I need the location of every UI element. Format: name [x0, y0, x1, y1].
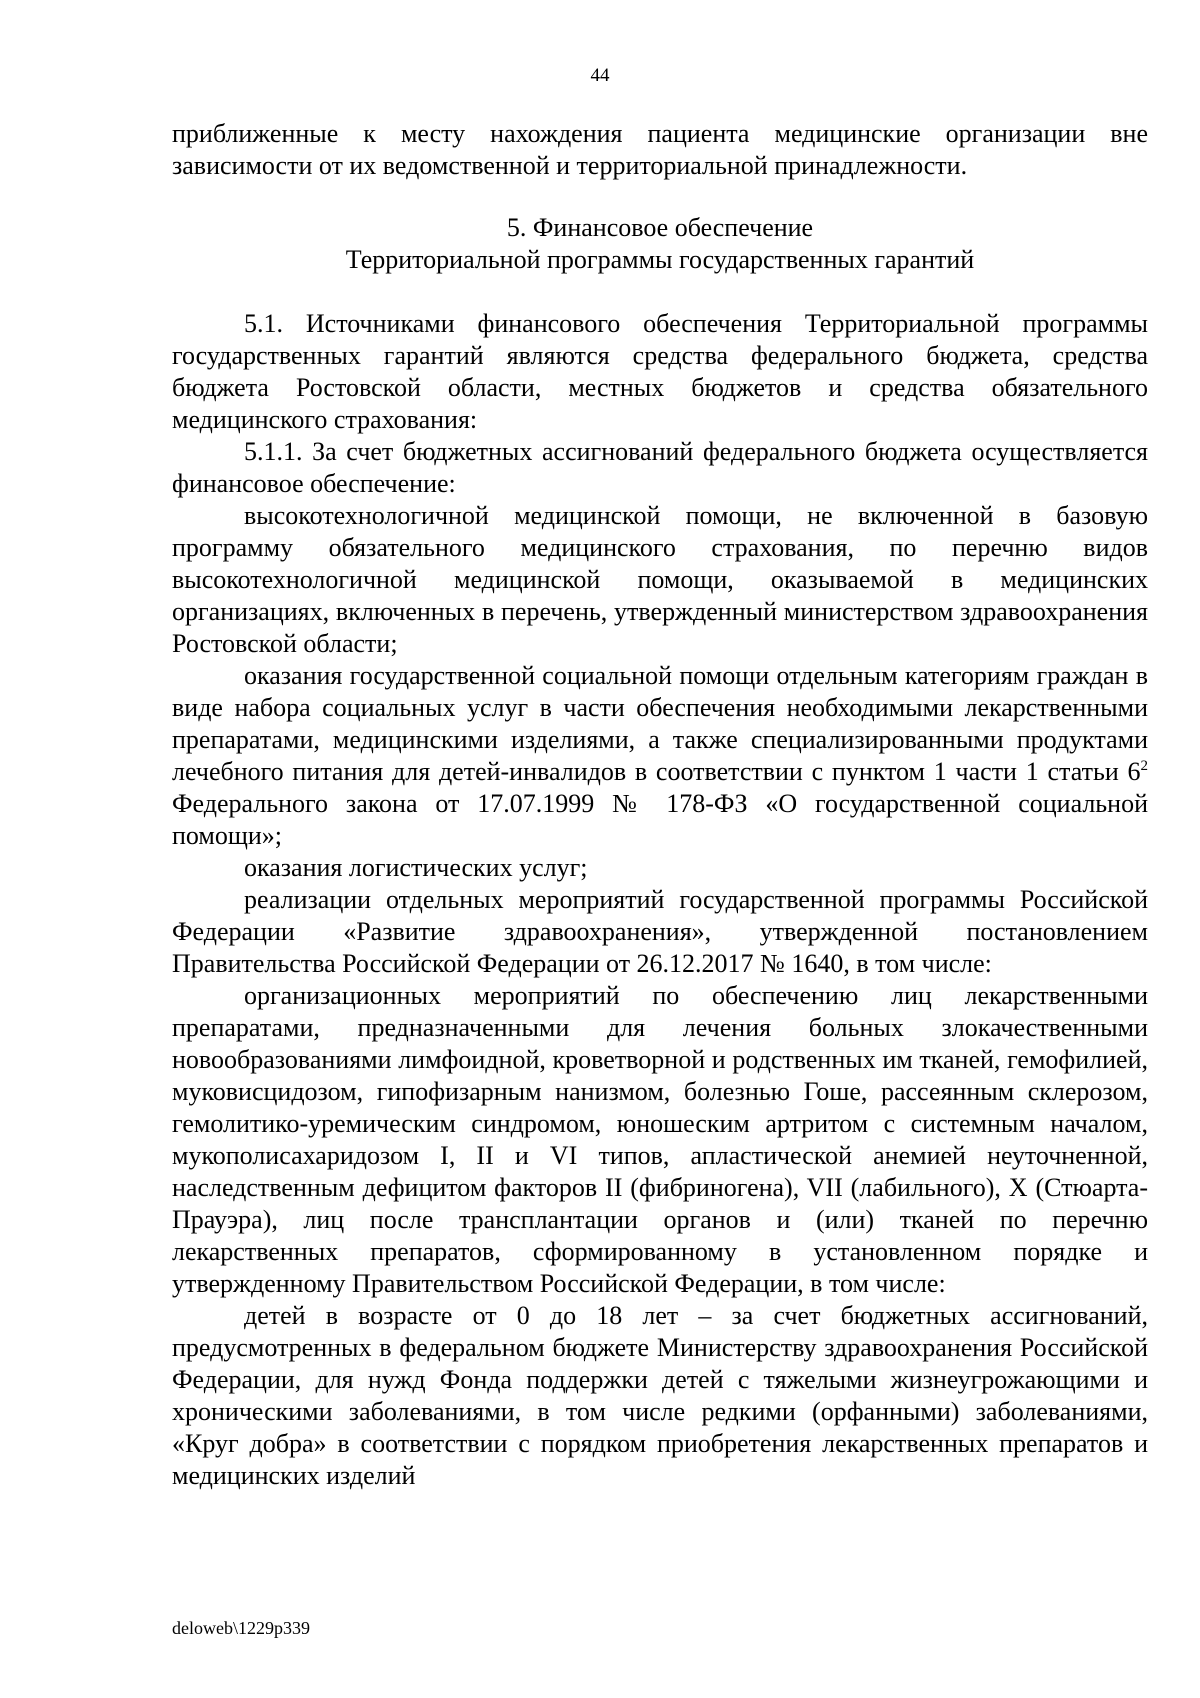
- intro-paragraph: приближенные к месту нахождения пациента медицинские организации вне зависимости от их ведомственной и территориальной принадлежности.: [172, 119, 1148, 180]
- paragraph-logistics: оказания логистических услуг;: [244, 853, 588, 882]
- paragraph-children: детей в возрасте от 0 до 18 лет – за счет бюджетных ассигнований, предусмотренных в федеральном бюджете Министерству здравоохранения Российской Федерации, для нужд Фонда поддержки детей с тяжелыми жизнеугрожающими и хроническими заболеваниями, в том числе редкими (орфанными) заболеваниями, «Круг добра» в соответствии с порядком приобретения лекарственных препаратов и медицинских изделий: [172, 1301, 1148, 1490]
- paragraph-state-program: реализации отдельных мероприятий государственной программы Российской Федерации «Развитие здравоохранения», утвержденной постановлением Правительства Российской Федерации от 26.12.2017 № 1640, в том числе:: [172, 885, 1148, 978]
- section-title-line2: Территориальной программы государственных гарантий: [345, 245, 975, 274]
- section-title-line1: 5. Финансовое обеспечение: [506, 213, 814, 242]
- document-body: [172, 118, 1148, 1492]
- footer-doc-id: deloweb\1229p339: [172, 1618, 310, 1638]
- social-text-part2: Федерального закона от 17.07.1999 № 178-ФЗ «О государственной социальной помощи»;: [172, 789, 1148, 850]
- paragraph-5-1-1: 5.1.1. За счет бюджетных ассигнований федерального бюджета осуществляется финансовое обеспечение:: [172, 437, 1148, 498]
- page-number: 44: [590, 65, 610, 86]
- paragraph-social-assistance: [172, 660, 1148, 852]
- social-text-part1: оказания государственной социальной помощи отдельным категориям граждан в виде набора социальных услуг в части обеспечения необходимыми лекарственными препаратами, медицинскими изделиями, а также специализированными продуктами лечебного питания для детей-инвалидов в соответствии с пунктом 1 части 1 статьи 6: [172, 661, 1148, 786]
- paragraph-organizational-measures: организационных мероприятий по обеспечению лиц лекарственными препаратами, предназначенными для лечения больных злокачественными новообразованиями лимфоидной, кроветворной и родственных им тканей, гемофилией, муковисцидозом, гипофизарным нанизмом, болезнью Гоше, рассеянным склерозом, гемолитико-уремическим синдромом, юношеским артритом с системным началом, мукополисахаридозом I, II и VI типов, апластической анемией неуточненной, наследственным дефицитом факторов II (фибриногена), VII (лабильного), X (Стюарта-Прауэра), лиц после трансплантации органов и (или) тканей по перечню лекарственных препаратов, сформированному в установленном порядке и утвержденному Правительством Российской Федерации, в том числе:: [172, 981, 1148, 1298]
- superscript: 2: [1140, 758, 1148, 774]
- section-heading: [172, 212, 1148, 276]
- paragraph-high-tech-care: высокотехнологичной медицинской помощи, не включенной в базовую программу обязательного медицинского страхования, по перечню видов высокотехнологичной медицинской помощи, оказываемой в медицинских организациях, включенных в перечень, утвержденный министерством здравоохранения Ростовской области;: [172, 501, 1148, 658]
- paragraph-5-1: 5.1. Источниками финансового обеспечения Территориальной программы государственных гарантий являются средства федерального бюджета, средства бюджета Ростовской области, местных бюджетов и средства обязательного медицинского страхования:: [172, 309, 1148, 434]
